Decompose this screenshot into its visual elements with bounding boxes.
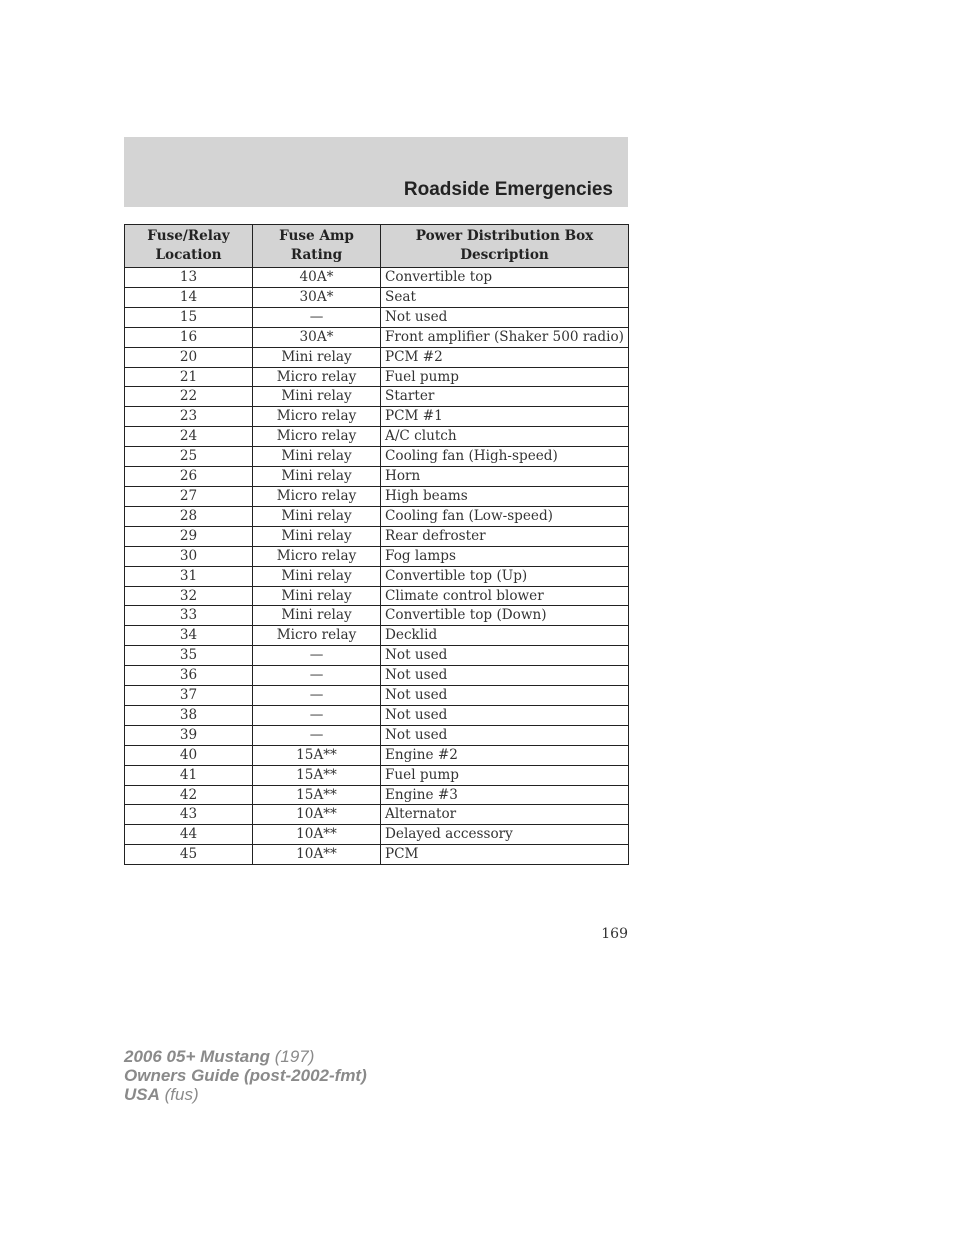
cell-description: Not used (381, 646, 629, 666)
cell-amp-rating: 40A* (253, 268, 381, 288)
table-row (125, 646, 629, 666)
cell-amp-rating: 30A* (253, 327, 381, 347)
cell-amp-rating: Micro relay (253, 546, 381, 566)
table-row (125, 367, 629, 387)
cell-location: 16 (125, 327, 253, 347)
table-row (125, 725, 629, 745)
cell-description: Delayed accessory (381, 825, 629, 845)
cell-location: 27 (125, 486, 253, 506)
cell-amp-rating: Mini relay (253, 526, 381, 546)
cell-location: 20 (125, 347, 253, 367)
footer-model-code: (197) (270, 1047, 315, 1066)
cell-location: 26 (125, 467, 253, 487)
table-row (125, 745, 629, 765)
cell-amp-rating: 15A** (253, 785, 381, 805)
cell-location: 38 (125, 705, 253, 725)
footer-market-code: (fus) (159, 1085, 199, 1104)
section-header-band (124, 137, 628, 207)
table-row (125, 268, 629, 288)
cell-location: 34 (125, 626, 253, 646)
table-row (125, 825, 629, 845)
cell-description: Climate control blower (381, 586, 629, 606)
page-number: 169 (601, 926, 628, 942)
table-row (125, 307, 629, 327)
cell-amp-rating: Mini relay (253, 447, 381, 467)
cell-location: 13 (125, 268, 253, 288)
cell-location: 32 (125, 586, 253, 606)
table-row (125, 546, 629, 566)
cell-amp-rating: Mini relay (253, 566, 381, 586)
table-row (125, 566, 629, 586)
cell-location: 24 (125, 427, 253, 447)
cell-description: Convertible top (Up) (381, 566, 629, 586)
footer-line-1 (124, 1047, 367, 1066)
footer-guide: Owners Guide (post-2002-fmt) (124, 1066, 367, 1085)
table-row (125, 586, 629, 606)
cell-location: 36 (125, 666, 253, 686)
cell-amp-rating: — (253, 646, 381, 666)
cell-description: Cooling fan (High-speed) (381, 447, 629, 467)
cell-description: Engine #2 (381, 745, 629, 765)
cell-amp-rating: Mini relay (253, 387, 381, 407)
table-row (125, 506, 629, 526)
cell-amp-rating: — (253, 705, 381, 725)
cell-amp-rating: Mini relay (253, 586, 381, 606)
cell-amp-rating: Micro relay (253, 486, 381, 506)
cell-location: 39 (125, 725, 253, 745)
cell-amp-rating: — (253, 686, 381, 706)
table-row (125, 407, 629, 427)
cell-amp-rating: 10A** (253, 825, 381, 845)
cell-description: PCM #2 (381, 347, 629, 367)
cell-description: Not used (381, 666, 629, 686)
cell-amp-rating: Micro relay (253, 626, 381, 646)
cell-description: Engine #3 (381, 785, 629, 805)
cell-amp-rating: — (253, 307, 381, 327)
cell-description: Not used (381, 307, 629, 327)
column-header-location: Fuse/Relay Location (125, 225, 253, 268)
cell-description: Not used (381, 725, 629, 745)
table-row (125, 805, 629, 825)
cell-description: Convertible top (Down) (381, 606, 629, 626)
cell-location: 41 (125, 765, 253, 785)
table-row (125, 705, 629, 725)
cell-location: 42 (125, 785, 253, 805)
cell-amp-rating: — (253, 725, 381, 745)
cell-location: 44 (125, 825, 253, 845)
table-row (125, 785, 629, 805)
table-row (125, 486, 629, 506)
cell-amp-rating: Mini relay (253, 506, 381, 526)
cell-amp-rating: Mini relay (253, 347, 381, 367)
cell-description: Rear defroster (381, 526, 629, 546)
cell-location: 22 (125, 387, 253, 407)
fuse-table (124, 224, 629, 865)
section-title: Roadside Emergencies (403, 179, 613, 200)
cell-amp-rating: 30A* (253, 287, 381, 307)
footer-model: 2006 05+ Mustang (124, 1047, 270, 1066)
table-row (125, 287, 629, 307)
cell-amp-rating: Mini relay (253, 606, 381, 626)
cell-amp-rating: Micro relay (253, 407, 381, 427)
table-row (125, 327, 629, 347)
cell-location: 28 (125, 506, 253, 526)
table-row (125, 387, 629, 407)
table-row (125, 447, 629, 467)
table-row (125, 526, 629, 546)
cell-description: Fog lamps (381, 546, 629, 566)
cell-description: PCM (381, 845, 629, 865)
table-row (125, 427, 629, 447)
cell-description: A/C clutch (381, 427, 629, 447)
column-header-description: Power Distribution Box Description (381, 225, 629, 268)
cell-amp-rating: 15A** (253, 765, 381, 785)
cell-location: 43 (125, 805, 253, 825)
cell-amp-rating: Micro relay (253, 367, 381, 387)
table-row (125, 765, 629, 785)
cell-location: 33 (125, 606, 253, 626)
cell-amp-rating: 15A** (253, 745, 381, 765)
cell-description: Cooling fan (Low-speed) (381, 506, 629, 526)
cell-description: Not used (381, 705, 629, 725)
cell-location: 21 (125, 367, 253, 387)
cell-location: 29 (125, 526, 253, 546)
table-row (125, 686, 629, 706)
cell-location: 45 (125, 845, 253, 865)
cell-description: PCM #1 (381, 407, 629, 427)
cell-location: 25 (125, 447, 253, 467)
document-footer (124, 1047, 367, 1104)
cell-description: Horn (381, 467, 629, 487)
cell-description: High beams (381, 486, 629, 506)
cell-location: 30 (125, 546, 253, 566)
cell-location: 35 (125, 646, 253, 666)
cell-description: Front amplifier (Shaker 500 radio) (381, 327, 629, 347)
cell-description: Decklid (381, 626, 629, 646)
cell-amp-rating: Mini relay (253, 467, 381, 487)
cell-amp-rating: — (253, 666, 381, 686)
table-row (125, 347, 629, 367)
cell-location: 23 (125, 407, 253, 427)
table-row (125, 626, 629, 646)
cell-location: 37 (125, 686, 253, 706)
cell-location: 15 (125, 307, 253, 327)
footer-market: USA (124, 1085, 160, 1104)
table-row (125, 845, 629, 865)
fuse-table-body (125, 268, 629, 865)
cell-description: Fuel pump (381, 765, 629, 785)
cell-location: 14 (125, 287, 253, 307)
table-row (125, 666, 629, 686)
cell-description: Fuel pump (381, 367, 629, 387)
cell-description: Seat (381, 287, 629, 307)
table-header-row (125, 225, 629, 268)
cell-description: Not used (381, 686, 629, 706)
cell-description: Convertible top (381, 268, 629, 288)
column-header-amp-rating: Fuse Amp Rating (253, 225, 381, 268)
cell-amp-rating: Micro relay (253, 427, 381, 447)
cell-location: 31 (125, 566, 253, 586)
cell-description: Starter (381, 387, 629, 407)
footer-line-2 (124, 1066, 367, 1085)
footer-line-3 (124, 1085, 367, 1104)
table-row (125, 606, 629, 626)
table-row (125, 467, 629, 487)
cell-location: 40 (125, 745, 253, 765)
cell-amp-rating: 10A** (253, 805, 381, 825)
cell-amp-rating: 10A** (253, 845, 381, 865)
cell-description: Alternator (381, 805, 629, 825)
